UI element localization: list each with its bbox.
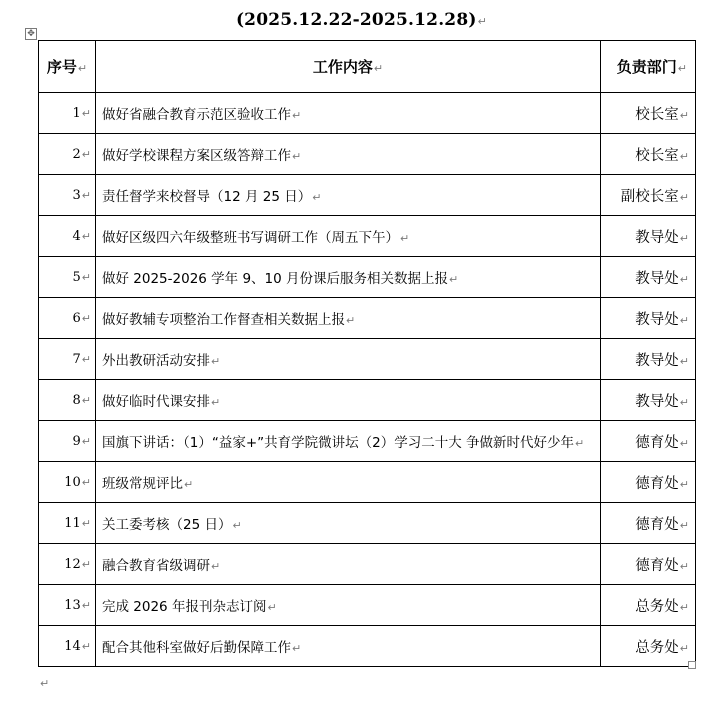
table-row [39, 339, 696, 380]
row-number-cell[interactable] [39, 339, 96, 380]
row-content: 国旗下讲话：（1）“益家+”共育学院微讲坛（2）学习二十大 争做新时代好少年 [102, 435, 575, 451]
row-department: 校长室 [635, 106, 679, 123]
row-content-cell[interactable] [96, 421, 601, 462]
row-number: 3 [72, 187, 81, 203]
row-content-cell[interactable] [96, 462, 601, 503]
row-number-cell[interactable] [39, 380, 96, 421]
row-content-cell[interactable] [96, 585, 601, 626]
paragraph-mark-icon: ↵ [679, 518, 689, 532]
row-department: 教导处 [635, 393, 679, 410]
row-number-cell[interactable] [39, 298, 96, 339]
table-row [39, 93, 696, 134]
row-department-cell[interactable] [601, 216, 696, 257]
paragraph-mark-icon: ↵ [267, 601, 277, 614]
table-row [39, 626, 696, 667]
row-number: 14 [64, 638, 81, 654]
row-content-cell[interactable] [96, 298, 601, 339]
table-row [39, 257, 696, 298]
row-content: 外出教研活动安排 [102, 353, 210, 369]
row-number: 5 [72, 269, 81, 285]
paragraph-mark-icon: ↵ [575, 437, 585, 450]
row-number: 6 [72, 310, 81, 326]
paragraph-mark-icon: ↵ [312, 191, 322, 204]
row-number: 1 [72, 105, 81, 121]
row-number-cell[interactable] [39, 626, 96, 667]
row-number: 4 [72, 228, 81, 244]
row-number: 10 [64, 474, 81, 490]
row-number-cell[interactable] [39, 93, 96, 134]
paragraph-mark-icon: ↵ [679, 272, 689, 286]
paragraph-mark-icon: ↵ [373, 62, 384, 75]
row-department-cell[interactable] [601, 93, 696, 134]
row-department: 总务处 [635, 639, 679, 656]
table-body [39, 93, 696, 667]
paragraph-mark-icon: ↵ [81, 557, 91, 571]
row-content-cell[interactable] [96, 544, 601, 585]
table-row [39, 175, 696, 216]
row-number-cell[interactable] [39, 544, 96, 585]
header-content [96, 41, 601, 93]
page-title [0, 8, 723, 34]
paragraph-mark-icon: ↵ [211, 396, 221, 409]
row-department: 总务处 [635, 598, 679, 615]
paragraph-mark-icon: ↵ [184, 478, 194, 491]
row-department-cell[interactable] [601, 380, 696, 421]
paragraph-mark-icon: ↵ [81, 311, 91, 325]
row-department-cell[interactable] [601, 626, 696, 667]
table-row [39, 421, 696, 462]
row-department: 德育处 [635, 434, 679, 451]
paragraph-mark-icon: ↵ [679, 600, 689, 614]
paragraph-mark-icon: ↵ [679, 231, 689, 245]
paragraph-mark-icon: ↵ [81, 639, 91, 653]
row-department-cell[interactable] [601, 134, 696, 175]
paragraph-mark-icon: ↵ [232, 519, 242, 532]
work-schedule-table [38, 40, 696, 667]
paragraph-mark-icon: ↵ [679, 149, 689, 163]
paragraph-mark-icon: ↵ [81, 352, 91, 366]
row-number: 8 [72, 392, 81, 408]
paragraph-mark-icon: ↵ [81, 516, 91, 530]
row-department: 教导处 [635, 229, 679, 246]
paragraph-mark-icon: ↵ [679, 477, 689, 491]
row-number: 2 [72, 146, 81, 162]
paragraph-mark-icon: ↵ [679, 641, 689, 655]
paragraph-mark-icon: ↵ [677, 62, 687, 75]
paragraph-mark-icon: ↵ [679, 559, 689, 573]
row-number-cell[interactable] [39, 216, 96, 257]
paragraph-mark-icon: ↵ [211, 560, 221, 573]
row-department: 教导处 [635, 311, 679, 328]
row-content: 做好省融合教育示范区验收工作 [102, 107, 291, 123]
paragraph-mark-icon: ↵ [40, 677, 50, 690]
row-content: 责任督学来校督导（12 月 25 日） [102, 189, 312, 205]
paragraph-mark-icon: ↵ [477, 15, 488, 28]
table-row [39, 462, 696, 503]
paragraph-mark-icon: ↵ [292, 150, 302, 163]
row-department-cell[interactable] [601, 462, 696, 503]
table-row [39, 585, 696, 626]
row-content-cell[interactable] [96, 339, 601, 380]
row-number: 9 [72, 433, 81, 449]
row-number: 7 [72, 351, 81, 367]
paragraph-mark-icon: ↵ [211, 355, 221, 368]
row-department-cell[interactable] [601, 339, 696, 380]
row-content-cell[interactable] [96, 626, 601, 667]
row-department-cell[interactable] [601, 585, 696, 626]
row-department: 德育处 [635, 516, 679, 533]
paragraph-mark-icon: ↵ [81, 147, 91, 161]
row-number: 13 [64, 597, 81, 613]
row-number-cell[interactable] [39, 462, 96, 503]
row-department: 副校长室 [620, 188, 679, 205]
table-row [39, 503, 696, 544]
row-department-cell[interactable] [601, 257, 696, 298]
paragraph-mark-icon: ↵ [81, 434, 91, 448]
row-content: 做好区级四六年级整班书写调研工作（周五下午） [102, 230, 399, 246]
header-department [601, 41, 696, 93]
table-resize-handle[interactable] [688, 661, 696, 669]
row-content-cell[interactable] [96, 216, 601, 257]
row-content: 做好学校课程方案区级答辩工作 [102, 148, 291, 164]
row-department: 德育处 [635, 557, 679, 574]
row-number-cell[interactable] [39, 585, 96, 626]
paragraph-mark-icon: ↵ [679, 354, 689, 368]
row-content: 做好临时代课安排 [102, 394, 210, 410]
paragraph-mark-icon: ↵ [292, 642, 302, 655]
paragraph-mark-icon: ↵ [81, 188, 91, 202]
paragraph-mark-icon: ↵ [292, 109, 302, 122]
paragraph-mark-icon: ↵ [679, 436, 689, 450]
row-content-cell[interactable] [96, 175, 601, 216]
table-move-handle-icon[interactable]: ✥ [25, 28, 37, 40]
paragraph-mark-icon: ↵ [679, 108, 689, 122]
paragraph-mark-icon: ↵ [81, 393, 91, 407]
row-number: 11 [64, 515, 81, 531]
title-text: (2025.12.22-2025.12.28) [235, 10, 477, 30]
table-row [39, 216, 696, 257]
row-department-cell[interactable] [601, 503, 696, 544]
paragraph-mark-icon: ↵ [81, 229, 91, 243]
row-number-cell[interactable] [39, 421, 96, 462]
row-department-cell[interactable] [601, 298, 696, 339]
row-number-cell[interactable] [39, 503, 96, 544]
header-number-label: 序号 [46, 58, 77, 76]
paragraph-mark-icon: ↵ [449, 273, 459, 286]
row-department-cell[interactable] [601, 421, 696, 462]
paragraph-mark-icon: ↵ [77, 62, 88, 75]
paragraph-mark-icon: ↵ [81, 598, 91, 612]
paragraph-mark-icon: ↵ [679, 190, 689, 204]
row-content-cell[interactable] [96, 503, 601, 544]
row-department: 校长室 [635, 147, 679, 164]
row-content-cell[interactable] [96, 93, 601, 134]
row-number: 12 [64, 556, 81, 572]
row-content: 融合教育省级调研 [102, 558, 210, 574]
row-number-cell[interactable] [39, 257, 96, 298]
row-department-cell[interactable] [601, 544, 696, 585]
row-content: 班级常规评比 [102, 476, 183, 492]
row-content: 配合其他科室做好后勤保障工作 [102, 640, 291, 656]
header-content-label: 工作内容 [312, 58, 373, 76]
paragraph-mark-icon: ↵ [346, 314, 356, 327]
table-row [39, 134, 696, 175]
paragraph-mark-icon: ↵ [400, 232, 410, 245]
table-header-row [39, 41, 696, 93]
table-row [39, 380, 696, 421]
row-department-cell[interactable] [601, 175, 696, 216]
row-department: 教导处 [635, 270, 679, 287]
row-number-cell[interactable] [39, 134, 96, 175]
row-content-cell[interactable] [96, 134, 601, 175]
row-content-cell[interactable] [96, 380, 601, 421]
row-number-cell[interactable] [39, 175, 96, 216]
row-department: 德育处 [635, 475, 679, 492]
paragraph-mark-icon: ↵ [81, 106, 91, 120]
row-content: 做好 2025-2026 学年 9、10 月份课后服务相关数据上报 [102, 271, 449, 287]
table-row [39, 544, 696, 585]
row-department: 教导处 [635, 352, 679, 369]
header-department-label: 负责部门 [616, 58, 677, 76]
row-content-cell[interactable] [96, 257, 601, 298]
table-row [39, 298, 696, 339]
paragraph-mark-icon: ↵ [679, 313, 689, 327]
paragraph-mark-icon: ↵ [679, 395, 689, 409]
paragraph-mark-icon: ↵ [81, 270, 91, 284]
row-content: 完成 2026 年报刊杂志订阅 [102, 599, 267, 615]
row-content: 关工委考核（25 日） [102, 517, 232, 533]
header-number [39, 41, 96, 93]
paragraph-mark-icon: ↵ [81, 475, 91, 489]
row-content: 做好教辅专项整治工作督查相关数据上报 [102, 312, 345, 328]
